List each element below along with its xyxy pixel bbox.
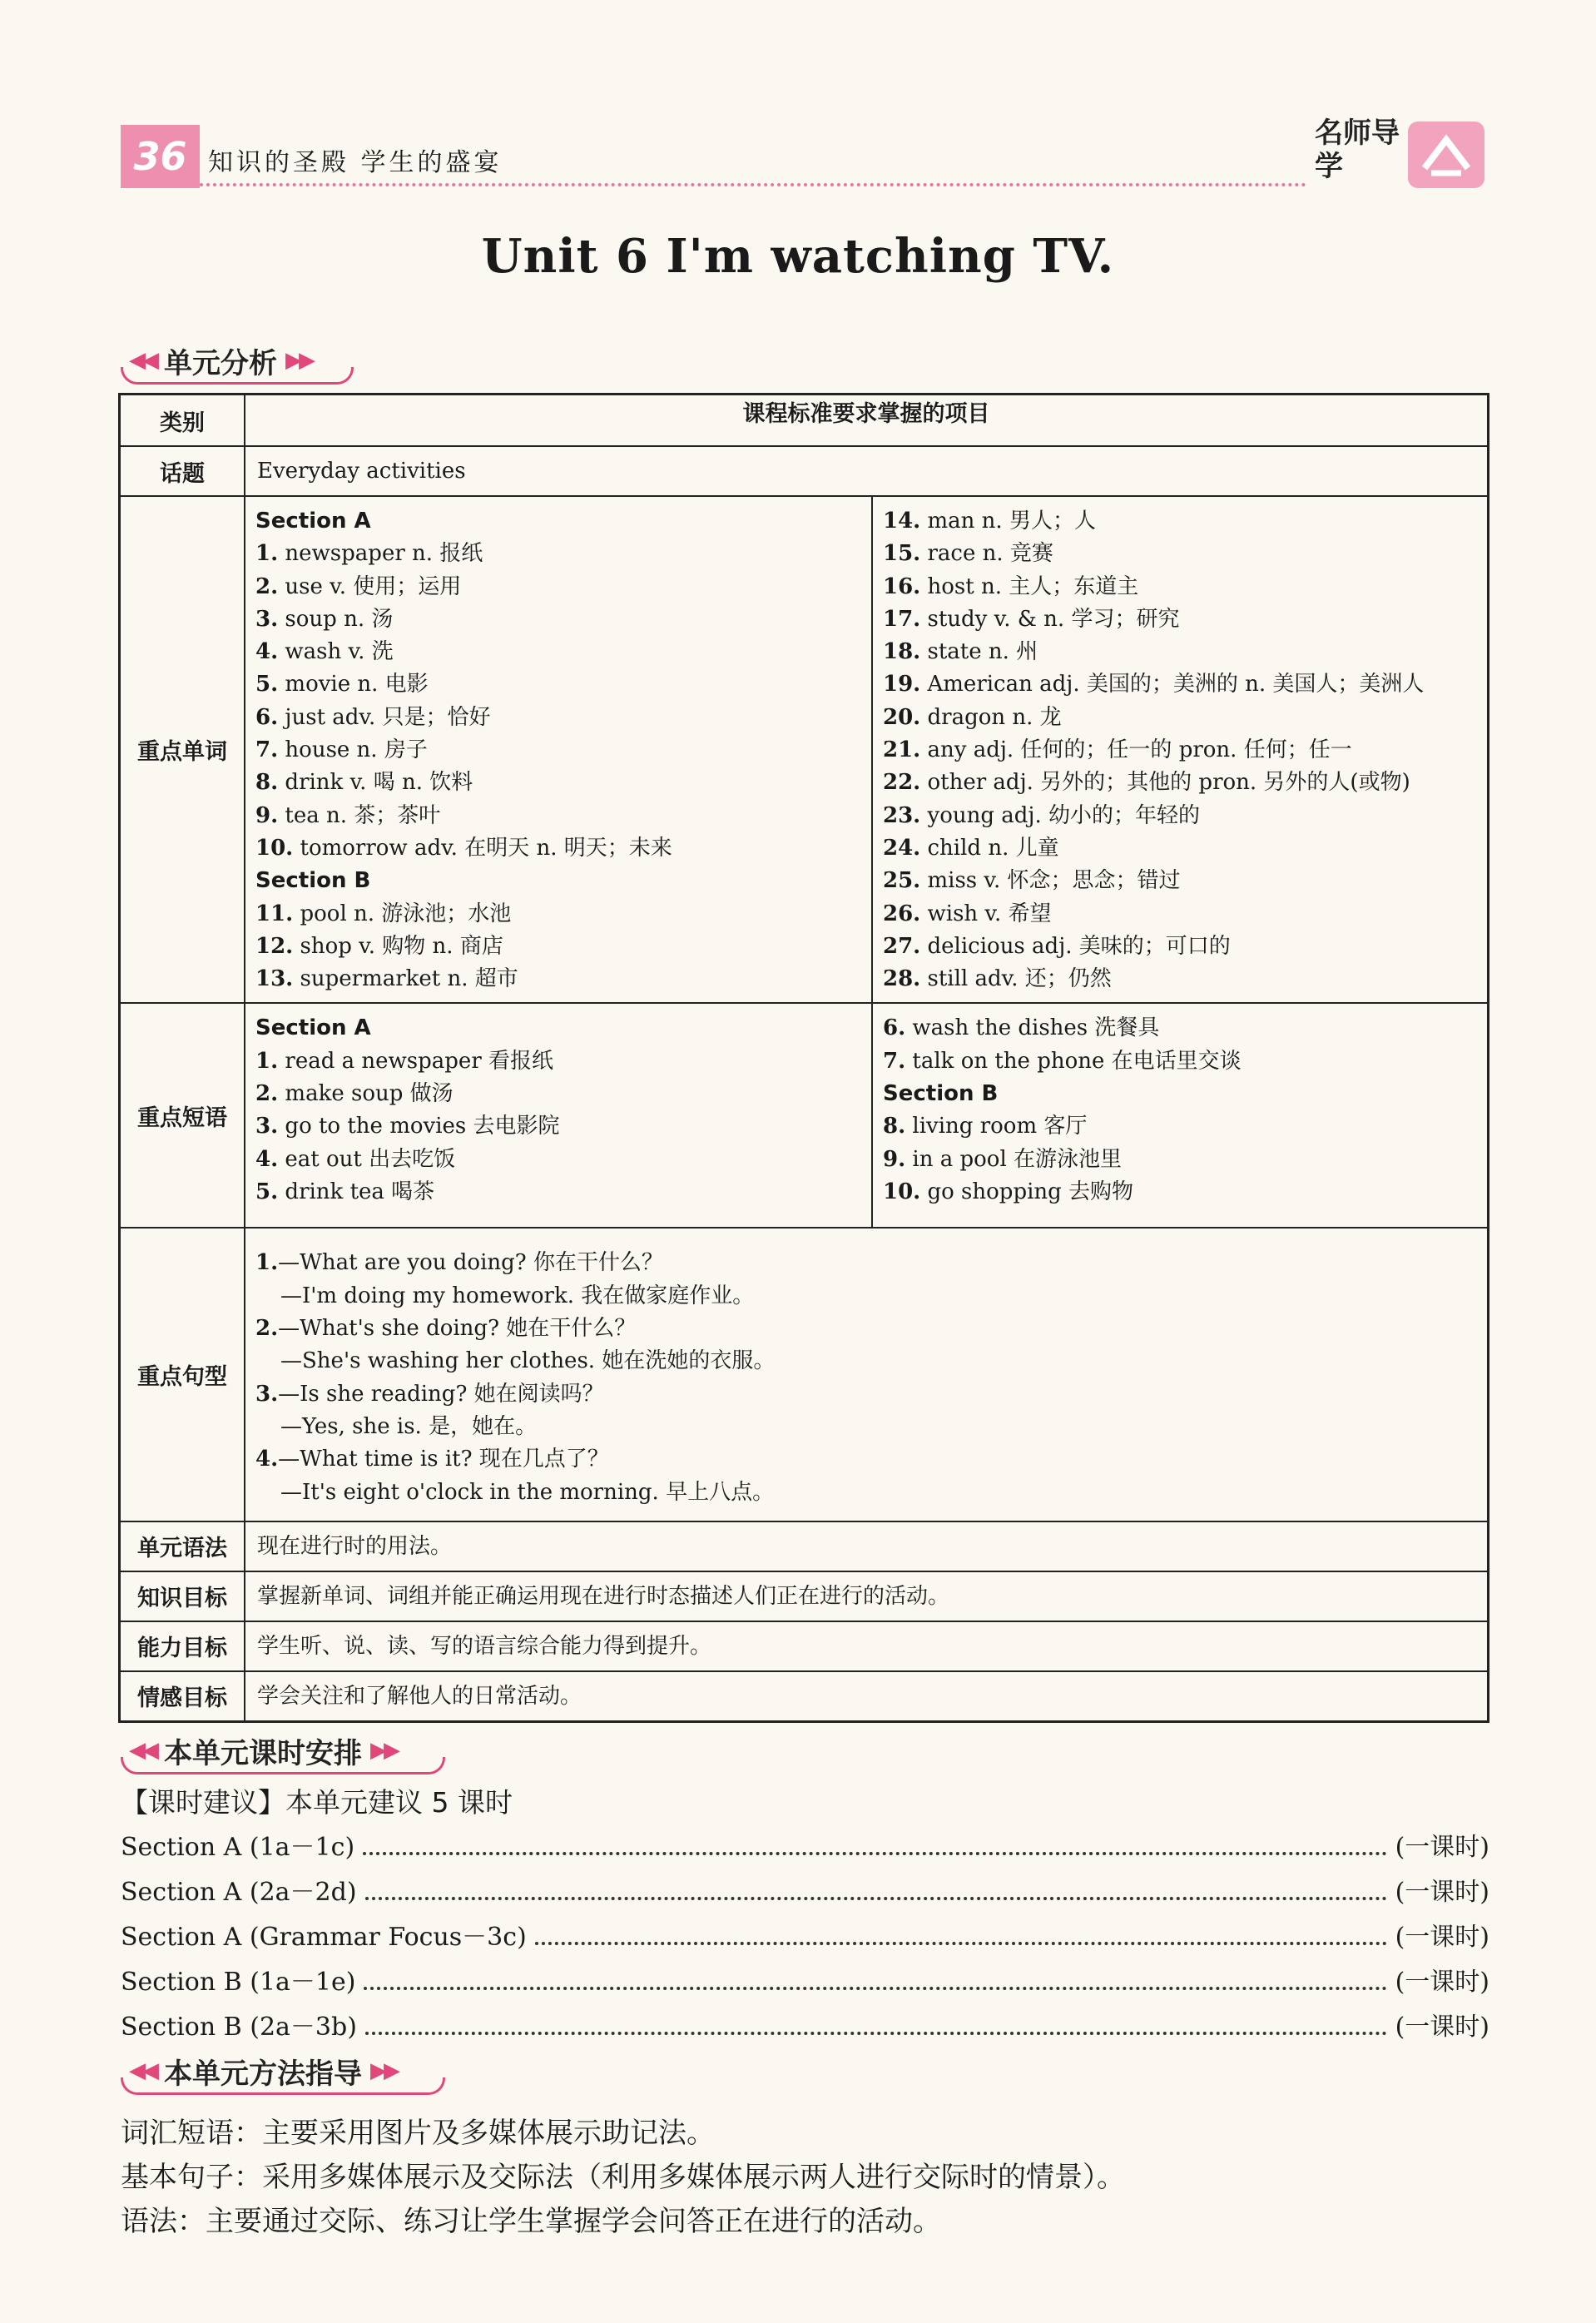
item-number: 22. bbox=[883, 770, 921, 796]
item-text: supermarket n. 超市 bbox=[293, 966, 518, 992]
item-number: 2. bbox=[255, 1316, 279, 1342]
item-text: wash the dishes 洗餐具 bbox=[905, 1015, 1160, 1041]
leader-dots bbox=[363, 1827, 1386, 1855]
unit-analysis-table bbox=[118, 393, 1489, 1723]
lesson-periods: (一课时) bbox=[1395, 1833, 1489, 1862]
unit-title: Unit 6 I'm watching TV. bbox=[481, 229, 1115, 284]
list-item bbox=[255, 668, 861, 701]
item-number: 15. bbox=[883, 541, 921, 567]
list-item bbox=[255, 1411, 1477, 1443]
item-number: 6. bbox=[255, 704, 279, 730]
banner-label: 本单元方法指导 bbox=[164, 2057, 362, 2091]
list-item bbox=[255, 1045, 861, 1078]
item-text: —Is she reading? 她在阅读吗？ bbox=[278, 1381, 604, 1407]
banner-right-arrows-icon: ▶▶ bbox=[370, 2058, 397, 2083]
list-item bbox=[255, 571, 861, 603]
list-item bbox=[883, 963, 1477, 995]
list-item bbox=[883, 636, 1477, 668]
item-text: host n. 主人；东道主 bbox=[920, 573, 1139, 599]
list-item bbox=[255, 1078, 861, 1110]
lesson-name: Section B (2a－3b) bbox=[121, 2013, 357, 2042]
list-item bbox=[883, 1012, 1477, 1045]
item-text: any adj. 任何的；任一的 pron. 任何；任一 bbox=[920, 737, 1352, 763]
list-item bbox=[883, 505, 1477, 538]
item-number: 16. bbox=[883, 573, 921, 599]
list-item bbox=[255, 898, 861, 931]
lesson-periods: (一课时) bbox=[1395, 1968, 1489, 1997]
table-row-grammar bbox=[120, 1521, 1489, 1571]
lesson-name: Section A (2a－2d) bbox=[121, 1878, 357, 1907]
item-text: house n. 房子 bbox=[278, 737, 428, 763]
lesson-periods: (一课时) bbox=[1395, 1878, 1489, 1907]
list-item bbox=[883, 1144, 1477, 1176]
list-item bbox=[255, 603, 861, 636]
item-text: race n. 竞赛 bbox=[920, 541, 1053, 567]
row-label-words: 重点单词 bbox=[120, 496, 245, 1003]
schedule-row bbox=[121, 1872, 1489, 1913]
row-label-topic: 话题 bbox=[120, 446, 245, 496]
list-item bbox=[883, 702, 1477, 734]
row-label-grammar: 单元语法 bbox=[120, 1521, 245, 1571]
item-number: 4. bbox=[255, 1447, 279, 1472]
method-line: 语法：主要通过交际、练习让学生掌握学会问答正在进行的活动。 bbox=[121, 2205, 941, 2238]
section-heading: Section B bbox=[883, 1081, 999, 1107]
table-row-words bbox=[120, 496, 1489, 1003]
list-item bbox=[255, 538, 861, 570]
list-item bbox=[883, 1176, 1477, 1209]
row-label-knowledge: 知识目标 bbox=[120, 1571, 245, 1621]
list-item bbox=[255, 1247, 1477, 1279]
item-text: miss v. 怀念；思念；错过 bbox=[920, 868, 1181, 894]
table-row-phrases bbox=[120, 1003, 1489, 1228]
list-item bbox=[255, 1477, 1477, 1509]
ability-value: 学生听、说、读、写的语言综合能力得到提升。 bbox=[245, 1621, 1489, 1671]
item-number: 4. bbox=[255, 639, 279, 665]
item-text: drink tea 喝茶 bbox=[278, 1179, 435, 1204]
item-text: still adv. 还；仍然 bbox=[920, 966, 1112, 992]
logo-icon bbox=[1408, 122, 1484, 188]
item-number: 6. bbox=[883, 1015, 906, 1041]
item-text: talk on the phone 在电话里交谈 bbox=[905, 1048, 1242, 1074]
topic-value: Everyday activities bbox=[245, 446, 1489, 496]
item-number: 27. bbox=[883, 933, 921, 959]
schedule-row bbox=[121, 2007, 1489, 2048]
item-text: make soup 做汤 bbox=[278, 1081, 454, 1107]
item-number: 3. bbox=[255, 1114, 279, 1139]
leader-dots bbox=[365, 1872, 1387, 1900]
item-text: —What time is it? 现在几点了？ bbox=[278, 1447, 609, 1472]
header-category: 类别 bbox=[120, 395, 245, 447]
item-number: 4. bbox=[255, 1146, 279, 1172]
item-text: —What are you doing? 你在干什么？ bbox=[278, 1250, 663, 1276]
item-number: 10. bbox=[255, 835, 294, 861]
list-item bbox=[883, 668, 1477, 701]
item-number: 2. bbox=[255, 1081, 279, 1107]
item-text: soup n. 汤 bbox=[278, 606, 394, 632]
list-item bbox=[255, 963, 861, 995]
item-number: 26. bbox=[883, 901, 921, 926]
lesson-periods: (一课时) bbox=[1395, 2013, 1489, 2042]
item-number: 5. bbox=[255, 672, 279, 697]
item-number: 3. bbox=[255, 1381, 279, 1407]
list-item bbox=[255, 1378, 1477, 1411]
item-text: —What's she doing? 她在干什么？ bbox=[278, 1316, 637, 1342]
item-text: newspaper n. 报纸 bbox=[278, 541, 483, 567]
list-item bbox=[883, 865, 1477, 897]
item-text: just adv. 只是；恰好 bbox=[278, 704, 491, 730]
table-row-ability bbox=[120, 1621, 1489, 1671]
row-label-ability: 能力目标 bbox=[120, 1621, 245, 1671]
section-heading: Section A bbox=[255, 509, 371, 534]
list-item bbox=[255, 1110, 861, 1143]
table-row-sentences bbox=[120, 1228, 1489, 1521]
item-number: 3. bbox=[255, 606, 279, 632]
method-line: 词汇短语：主要采用图片及多媒体展示助记法。 bbox=[121, 2117, 715, 2150]
list-item bbox=[255, 702, 861, 734]
item-number: 13. bbox=[255, 966, 294, 992]
item-number: 1. bbox=[255, 541, 279, 567]
words-right-column bbox=[872, 496, 1489, 1003]
section-banner-methods bbox=[121, 2048, 445, 2094]
leader-dots bbox=[535, 1917, 1387, 1945]
item-number: 14. bbox=[883, 509, 921, 534]
item-text: young adj. 幼小的；年轻的 bbox=[920, 802, 1200, 828]
item-number: 7. bbox=[255, 737, 279, 763]
header-divider bbox=[200, 183, 1306, 186]
page-number: 36 bbox=[121, 125, 200, 188]
item-number: 12. bbox=[255, 933, 294, 959]
section-heading: Section A bbox=[255, 1015, 371, 1041]
item-number: 7. bbox=[883, 1048, 906, 1074]
item-text: use v. 使用；运用 bbox=[278, 573, 462, 599]
item-number: 2. bbox=[255, 573, 279, 599]
item-text: state n. 州 bbox=[920, 639, 1038, 665]
list-item bbox=[255, 832, 861, 865]
banner-right-arrows-icon: ▶▶ bbox=[370, 1738, 397, 1763]
banner-left-arrows-icon: ◀◀ bbox=[129, 2058, 156, 2083]
item-text: eat out 出去吃饭 bbox=[278, 1146, 456, 1172]
leader-dots bbox=[364, 1962, 1386, 1990]
section-banner-analysis bbox=[121, 337, 354, 384]
list-item bbox=[255, 931, 861, 963]
row-label-sentences: 重点句型 bbox=[120, 1228, 245, 1521]
list-item bbox=[255, 1443, 1477, 1476]
item-number: 17. bbox=[883, 606, 921, 632]
item-number: 1. bbox=[255, 1250, 279, 1276]
list-item bbox=[255, 800, 861, 832]
table-row-topic bbox=[120, 446, 1489, 496]
list-item bbox=[883, 1045, 1477, 1078]
section-heading: Section B bbox=[255, 868, 371, 894]
table-row-emotion bbox=[120, 1671, 1489, 1722]
list-item bbox=[883, 734, 1477, 767]
list-item bbox=[883, 767, 1477, 799]
logo-text: 名师导学 bbox=[1315, 117, 1400, 183]
lesson-name: Section B (1a－1e) bbox=[121, 1968, 356, 1997]
item-text: —Yes, she is. 是，她在。 bbox=[280, 1413, 538, 1439]
item-text: —I'm doing my homework. 我在做家庭作业。 bbox=[280, 1283, 755, 1308]
list-item bbox=[883, 931, 1477, 963]
item-text: dragon n. 龙 bbox=[920, 704, 1062, 730]
item-text: man n. 男人；人 bbox=[920, 509, 1096, 534]
item-text: go shopping 去购物 bbox=[920, 1179, 1134, 1204]
list-item bbox=[883, 800, 1477, 832]
banner-left-arrows-icon: ◀◀ bbox=[129, 1738, 156, 1763]
banner-label: 本单元课时安排 bbox=[164, 1736, 362, 1770]
list-item bbox=[883, 603, 1477, 636]
lesson-name: Section A (1a－1c) bbox=[121, 1833, 355, 1862]
banner-label: 单元分析 bbox=[164, 346, 277, 380]
item-text: pool n. 游泳池；水池 bbox=[293, 901, 512, 926]
item-text: wish v. 希望 bbox=[920, 901, 1052, 926]
words-left-column bbox=[245, 496, 872, 1003]
leader-dots bbox=[365, 2007, 1387, 2035]
list-item bbox=[255, 1313, 1477, 1345]
item-text: living room 客厅 bbox=[905, 1114, 1088, 1139]
row-label-emotion: 情感目标 bbox=[120, 1671, 245, 1722]
list-item bbox=[255, 1144, 861, 1176]
list-item bbox=[883, 571, 1477, 603]
schedule-row bbox=[121, 1962, 1489, 2003]
publisher-logo bbox=[1315, 117, 1489, 191]
item-number: 25. bbox=[883, 868, 921, 894]
item-text: movie n. 电影 bbox=[278, 672, 429, 697]
table-header-row bbox=[120, 395, 1489, 447]
emotion-value: 学会关注和了解他人的日常活动。 bbox=[245, 1671, 1489, 1722]
item-text: —It's eight o'clock in the morning. 早上八点。 bbox=[280, 1479, 775, 1505]
item-text: in a pool 在游泳池里 bbox=[905, 1146, 1123, 1172]
item-text: drink v. 喝 n. 饮料 bbox=[278, 770, 473, 796]
item-text: delicious adj. 美味的；可口的 bbox=[920, 933, 1231, 959]
item-number: 19. bbox=[883, 672, 921, 697]
list-item bbox=[255, 1176, 861, 1209]
item-number: 9. bbox=[255, 802, 279, 828]
item-text: study v. & n. 学习；研究 bbox=[920, 606, 1180, 632]
knowledge-value: 掌握新单词、词组并能正确运用现在进行时态描述人们正在进行的活动。 bbox=[245, 1571, 1489, 1621]
header-items: 课程标准要求掌握的项目 bbox=[245, 395, 1489, 447]
list-item bbox=[255, 734, 861, 767]
list-item bbox=[883, 1110, 1477, 1143]
list-item bbox=[883, 832, 1477, 865]
schedule-row bbox=[121, 1827, 1489, 1869]
item-number: 24. bbox=[883, 835, 921, 861]
item-number: 10. bbox=[883, 1179, 921, 1204]
item-text: tomorrow adv. 在明天 n. 明天；未来 bbox=[293, 835, 672, 861]
item-number: 5. bbox=[255, 1179, 279, 1204]
list-item bbox=[255, 767, 861, 799]
item-number: 9. bbox=[883, 1146, 906, 1172]
item-number: 20. bbox=[883, 704, 921, 730]
lesson-advice: 【课时建议】本单元建议 5 课时 bbox=[121, 1786, 513, 1819]
item-number: 23. bbox=[883, 802, 921, 828]
list-item bbox=[255, 1345, 1477, 1377]
banner-right-arrows-icon: ▶▶ bbox=[285, 348, 312, 373]
item-text: other adj. 另外的；其他的 pron. 另外的人(或物) bbox=[920, 770, 1410, 796]
lesson-periods: (一课时) bbox=[1395, 1923, 1489, 1952]
item-text: wash v. 洗 bbox=[278, 639, 394, 665]
table-row-knowledge bbox=[120, 1571, 1489, 1621]
item-number: 11. bbox=[255, 901, 294, 926]
schedule-row bbox=[121, 1917, 1489, 1958]
item-text: go to the movies 去电影院 bbox=[278, 1114, 560, 1139]
item-number: 1. bbox=[255, 1048, 279, 1074]
item-number: 8. bbox=[883, 1114, 906, 1139]
banner-left-arrows-icon: ◀◀ bbox=[129, 348, 156, 373]
row-label-phrases: 重点短语 bbox=[120, 1003, 245, 1228]
sentences-column bbox=[245, 1228, 1489, 1521]
header-motto: 知识的圣殿 学生的盛宴 bbox=[208, 148, 503, 177]
item-text: child n. 儿童 bbox=[920, 835, 1059, 861]
item-text: American adj. 美国的；美洲的 n. 美国人；美洲人 bbox=[920, 672, 1425, 697]
grammar-value: 现在进行时的用法。 bbox=[245, 1521, 1489, 1571]
item-number: 18. bbox=[883, 639, 921, 665]
list-item bbox=[255, 636, 861, 668]
item-text: shop v. 购物 n. 商店 bbox=[293, 933, 503, 959]
list-item bbox=[255, 1280, 1477, 1313]
item-text: —She's washing her clothes. 她在洗她的衣服。 bbox=[280, 1348, 776, 1374]
list-item bbox=[883, 538, 1477, 570]
item-text: read a newspaper 看报纸 bbox=[278, 1048, 554, 1074]
phrases-left-column bbox=[245, 1003, 872, 1228]
item-number: 28. bbox=[883, 966, 921, 992]
phrases-right-column bbox=[872, 1003, 1489, 1228]
section-banner-schedule bbox=[121, 1727, 445, 1774]
lesson-name: Section A (Grammar Focus－3c) bbox=[121, 1923, 527, 1952]
item-number: 8. bbox=[255, 770, 279, 796]
item-text: tea n. 茶；茶叶 bbox=[278, 802, 441, 828]
list-item bbox=[883, 898, 1477, 931]
method-line: 基本句子：采用多媒体展示及交际法（利用多媒体展示两人进行交际时的情景）。 bbox=[121, 2161, 1125, 2194]
item-number: 21. bbox=[883, 737, 921, 763]
